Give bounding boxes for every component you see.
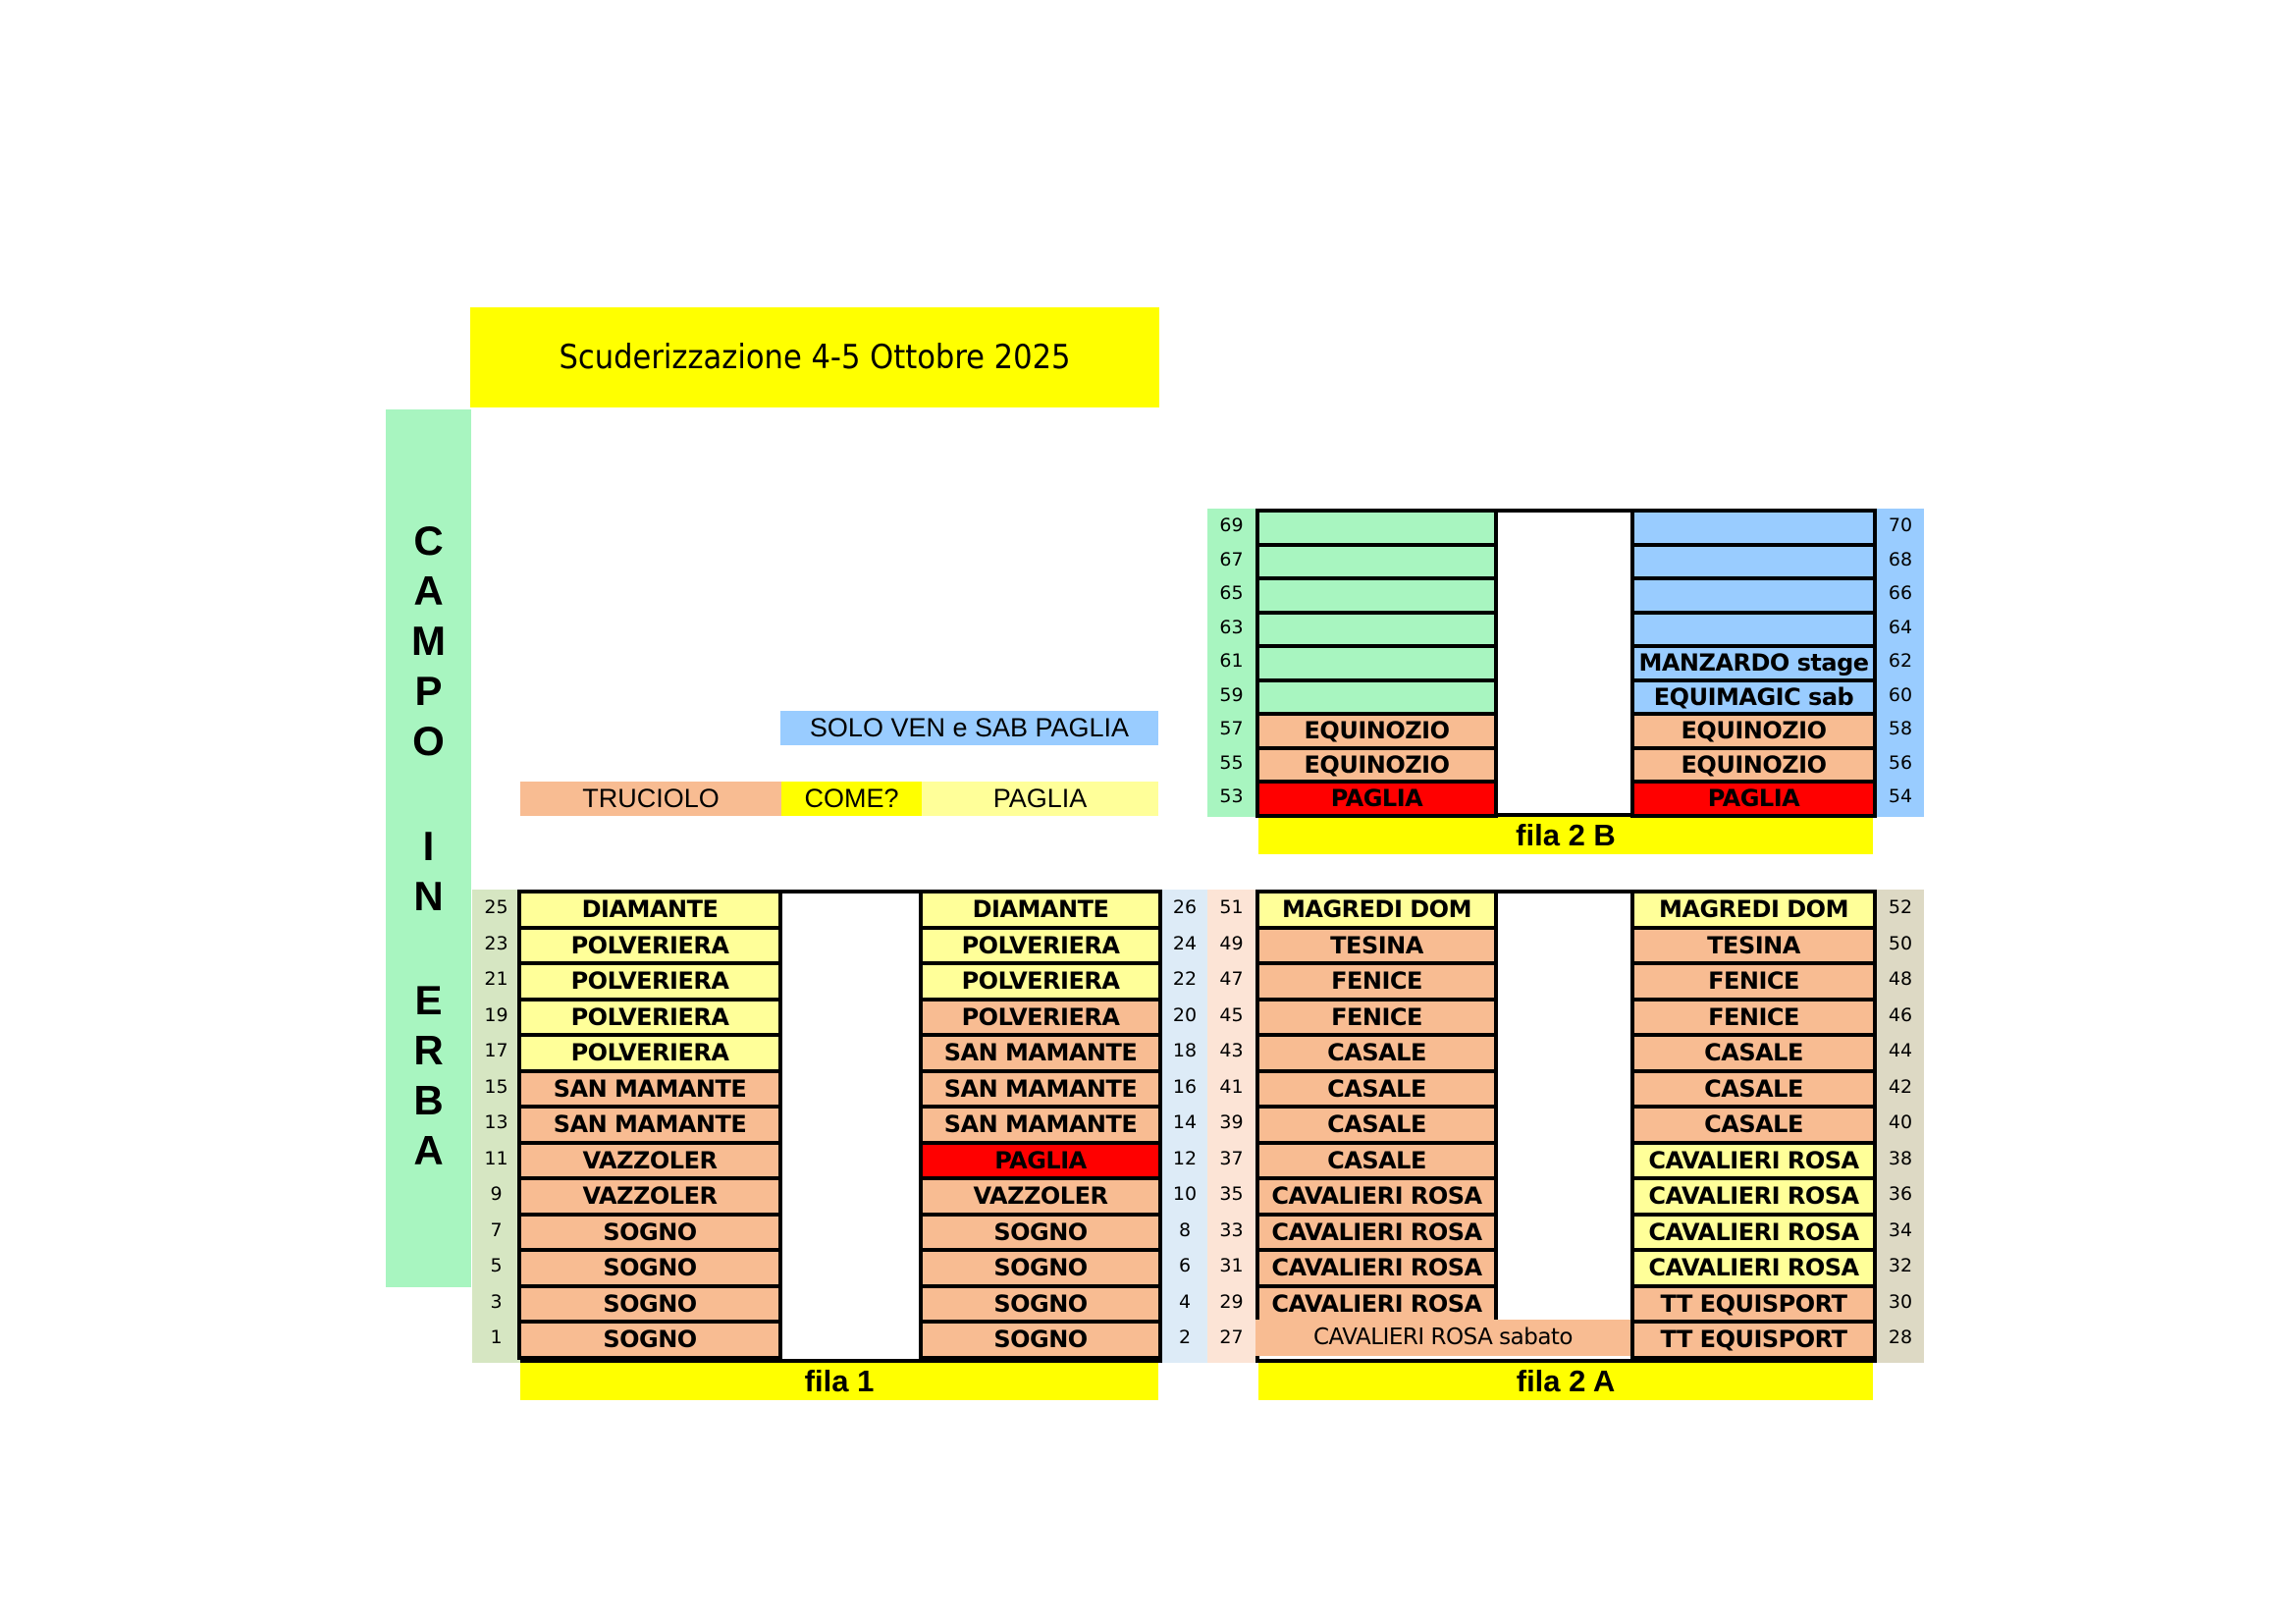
stall-number: 7	[490, 1218, 503, 1241]
stall-cell: FENICE	[1630, 961, 1877, 1001]
campo-letter: P	[414, 668, 443, 714]
stall-cell: DIAMANTE	[919, 890, 1162, 930]
stall-number: 36	[1888, 1183, 1913, 1206]
stall-number: 41	[1219, 1075, 1244, 1098]
stall-cell: CASALE	[1630, 1033, 1877, 1073]
stall-cell: EQUINOZIO	[1630, 712, 1877, 750]
stall-cell: SOGNO	[919, 1248, 1162, 1288]
stall-number: 62	[1888, 650, 1913, 673]
stall-number: 4	[1178, 1290, 1192, 1313]
stall-number: 19	[484, 1003, 508, 1026]
stall-cell: MAGREDI DOM	[1255, 890, 1498, 930]
legend-solo-ven-sab: SOLO VEN e SAB PAGLIA	[780, 711, 1158, 745]
stall-number: 54	[1888, 785, 1913, 808]
campo-letter: M	[411, 618, 446, 664]
stall-number: 51	[1219, 896, 1244, 919]
stall-number: 11	[484, 1147, 508, 1169]
stall-cell: POLVERIERA	[517, 961, 782, 1001]
stall-number: 60	[1888, 683, 1913, 706]
stall-number: 66	[1888, 582, 1913, 605]
stall-cell: EQUINOZIO	[1255, 712, 1498, 750]
stall-number: 57	[1219, 718, 1244, 740]
campo-letter: N	[413, 873, 444, 919]
stall-cell	[1255, 576, 1498, 615]
stall-number: 30	[1888, 1290, 1913, 1313]
stall-number: 38	[1888, 1147, 1913, 1169]
stall-cell: CAVALIERI ROSA	[1630, 1213, 1877, 1253]
stall-cell: CASALE	[1255, 1105, 1498, 1145]
stall-number: 23	[484, 932, 508, 954]
stall-cell: CAVALIERI ROSA	[1630, 1248, 1877, 1288]
campo-in-erba-band	[386, 409, 471, 1287]
stall-number: 70	[1888, 514, 1913, 537]
stall-number: 1	[490, 1326, 503, 1349]
stall-number: 56	[1888, 751, 1913, 774]
fila-2a-label: fila 2 A	[1258, 1363, 1873, 1400]
stall-cell	[1255, 644, 1498, 682]
stall-cell: VAZZOLER	[517, 1141, 782, 1181]
stall-cell: SAN MAMANTE	[919, 1033, 1162, 1073]
stall-cell: PAGLIA	[1255, 780, 1498, 818]
stall-number: 2	[1178, 1326, 1192, 1349]
stall-number: 20	[1172, 1003, 1198, 1026]
legend-truciolo: TRUCIOLO	[520, 782, 781, 816]
stall-number: 34	[1888, 1218, 1913, 1241]
stall-number: 8	[1178, 1218, 1192, 1241]
stall-number: 16	[1172, 1075, 1198, 1098]
stall-number: 13	[484, 1111, 508, 1134]
stall-cell: SOGNO	[919, 1320, 1162, 1360]
stall-number: 3	[490, 1290, 503, 1313]
stall-cell: SOGNO	[919, 1284, 1162, 1325]
stall-cell: VAZZOLER	[919, 1176, 1162, 1217]
stall-cell: CAVALIERI ROSA sabato	[1255, 1320, 1630, 1356]
stall-cell: CAVALIERI ROSA	[1255, 1248, 1498, 1288]
stall-cell: CAVALIERI ROSA	[1630, 1141, 1877, 1181]
stall-number: 40	[1888, 1111, 1913, 1134]
stall-number: 68	[1888, 548, 1913, 570]
stall-number: 44	[1888, 1040, 1913, 1062]
stall-cell: CASALE	[1630, 1069, 1877, 1110]
stall-number: 5	[490, 1255, 503, 1277]
campo-letter: I	[422, 823, 435, 869]
stall-cell: FENICE	[1255, 998, 1498, 1038]
legend-paglia: PAGLIA	[922, 782, 1158, 816]
stall-number: 31	[1219, 1255, 1244, 1277]
stall-number: 26	[1172, 896, 1198, 919]
stall-cell: POLVERIERA	[919, 961, 1162, 1001]
stall-cell: PAGLIA	[919, 1141, 1162, 1181]
stall-number: 52	[1888, 896, 1913, 919]
stall-cell: CASALE	[1255, 1141, 1498, 1181]
stall-number: 43	[1219, 1040, 1244, 1062]
stall-number: 48	[1888, 968, 1913, 991]
stall-cell: TESINA	[1630, 926, 1877, 966]
stall-cell: TESINA	[1255, 926, 1498, 966]
stall-cell: FENICE	[1255, 961, 1498, 1001]
stall-cell: SOGNO	[517, 1320, 782, 1360]
stall-cell: CASALE	[1630, 1105, 1877, 1145]
stall-number: 49	[1219, 932, 1244, 954]
stall-cell: SOGNO	[517, 1248, 782, 1288]
stall-number: 45	[1219, 1003, 1244, 1026]
stall-number: 9	[490, 1183, 503, 1206]
stall-cell: MAGREDI DOM	[1630, 890, 1877, 930]
stall-number: 25	[484, 896, 508, 919]
stall-number: 21	[484, 968, 508, 991]
stall-number: 6	[1178, 1255, 1192, 1277]
stall-number: 12	[1172, 1147, 1198, 1169]
stall-number: 18	[1172, 1040, 1198, 1062]
campo-letter: O	[412, 718, 445, 764]
stall-number: 59	[1219, 683, 1244, 706]
stall-number: 69	[1219, 514, 1244, 537]
campo-letter: C	[413, 517, 444, 564]
stall-cell	[1630, 611, 1877, 649]
stall-number: 67	[1219, 548, 1244, 570]
stall-number: 35	[1219, 1183, 1244, 1206]
stall-number: 47	[1219, 968, 1244, 991]
stall-cell: CAVALIERI ROSA	[1630, 1176, 1877, 1217]
stall-number: 24	[1172, 932, 1198, 954]
stall-cell: SOGNO	[517, 1284, 782, 1325]
stall-number: 42	[1888, 1075, 1913, 1098]
campo-letter: A	[413, 568, 444, 614]
stall-number: 50	[1888, 932, 1913, 954]
stall-number: 53	[1219, 785, 1244, 808]
stall-cell: VAZZOLER	[517, 1176, 782, 1217]
stall-cell: CAVALIERI ROSA	[1255, 1284, 1498, 1325]
stall-number: 17	[484, 1040, 508, 1062]
stall-cell: CASALE	[1255, 1069, 1498, 1110]
stall-cell	[1255, 611, 1498, 649]
stall-cell: EQUINOZIO	[1630, 746, 1877, 785]
stall-cell: CASALE	[1255, 1033, 1498, 1073]
stall-cell: SOGNO	[919, 1213, 1162, 1253]
stall-number: 64	[1888, 616, 1913, 638]
campo-letter: R	[413, 1027, 444, 1073]
page-title: Scuderizzazione 4-5 Ottobre 2025	[470, 307, 1159, 407]
stall-cell: TT EQUISPORT	[1630, 1320, 1877, 1360]
stall-cell	[1630, 509, 1877, 547]
stall-cell: EQUIMAGIC sab	[1630, 678, 1877, 717]
stall-number: 55	[1219, 751, 1244, 774]
stall-number: 65	[1219, 582, 1244, 605]
stall-cell: POLVERIERA	[517, 926, 782, 966]
stall-cell	[1630, 576, 1877, 615]
stall-number: 61	[1219, 650, 1244, 673]
campo-letter: B	[413, 1077, 444, 1123]
stall-cell	[1255, 509, 1498, 547]
stall-cell: POLVERIERA	[919, 926, 1162, 966]
campo-letter: E	[414, 977, 443, 1023]
stall-cell: MANZARDO stage	[1630, 644, 1877, 682]
stall-cell: POLVERIERA	[517, 998, 782, 1038]
stall-number: 27	[1219, 1326, 1244, 1349]
stall-cell: CAVALIERI ROSA	[1255, 1213, 1498, 1253]
stall-cell: SOGNO	[517, 1213, 782, 1253]
stall-number: 37	[1219, 1147, 1244, 1169]
stall-cell: PAGLIA	[1630, 780, 1877, 818]
stall-number: 10	[1172, 1183, 1198, 1206]
fila-2b-label: fila 2 B	[1258, 817, 1873, 854]
stall-number: 22	[1172, 968, 1198, 991]
stall-number: 39	[1219, 1111, 1244, 1134]
stall-cell	[1255, 543, 1498, 581]
stall-cell	[1255, 678, 1498, 717]
stall-cell: EQUINOZIO	[1255, 746, 1498, 785]
stall-cell: FENICE	[1630, 998, 1877, 1038]
stall-cell: SAN MAMANTE	[919, 1069, 1162, 1110]
stall-cell: DIAMANTE	[517, 890, 782, 930]
stall-number: 32	[1888, 1255, 1913, 1277]
stall-number: 33	[1219, 1218, 1244, 1241]
fila-1-label: fila 1	[520, 1363, 1158, 1400]
stall-number: 29	[1219, 1290, 1244, 1313]
stall-cell: SAN MAMANTE	[517, 1105, 782, 1145]
stall-cell: CAVALIERI ROSA	[1255, 1176, 1498, 1217]
stall-cell: SAN MAMANTE	[919, 1105, 1162, 1145]
stall-number: 14	[1172, 1111, 1198, 1134]
stall-cell: POLVERIERA	[919, 998, 1162, 1038]
stall-number: 63	[1219, 616, 1244, 638]
stall-cell: POLVERIERA	[517, 1033, 782, 1073]
stall-number: 15	[484, 1075, 508, 1098]
legend-come: COME?	[781, 782, 922, 816]
stall-number: 58	[1888, 718, 1913, 740]
campo-letter: A	[413, 1127, 444, 1173]
stall-number: 28	[1888, 1326, 1913, 1349]
stall-cell	[1630, 543, 1877, 581]
stall-cell: TT EQUISPORT	[1630, 1284, 1877, 1325]
stall-cell: SAN MAMANTE	[517, 1069, 782, 1110]
stall-number: 46	[1888, 1003, 1913, 1026]
